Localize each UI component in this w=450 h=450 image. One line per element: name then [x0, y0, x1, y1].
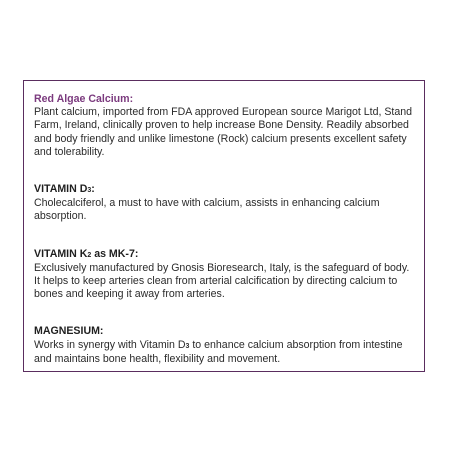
- body-magnesium-suffix: to enhance calcium absorption from intestine and maintains bone health, flexibility and movement.: [34, 338, 403, 365]
- heading-red-algae-calcium: Red Algae Calcium:: [34, 93, 134, 105]
- body-magnesium-prefix: Works in synergy with Vitamin D: [34, 338, 186, 351]
- heading-vitamin-d3-suffix: :: [91, 183, 95, 196]
- body-vitamin-d3: Cholecalciferol, a must to have with calcium, assists in enhancing calcium absorption.: [34, 197, 380, 223]
- body-vitamin-k2: Exclusively manufactured by Gnosis Bioresearch, Italy, is the safeguard of body. It helps to keep arteries clean from arterial calcification by directing calcium to bones and keeping it away from arteries.: [34, 261, 410, 301]
- heading-vitamin-d3-prefix: VITAMIN D: [34, 183, 88, 196]
- heading-vitamin-k2-sub: 2: [87, 251, 92, 259]
- section-red-algae-calcium: [34, 93, 415, 159]
- heading-vitamin-d3-sub: 3: [87, 187, 92, 195]
- heading-vitamin-k2-prefix: VITAMIN K: [34, 247, 88, 260]
- heading-magnesium: MAGNESIUM:: [34, 325, 104, 338]
- body-magnesium-sub: 3: [185, 342, 190, 350]
- section-vitamin-d3: [34, 183, 415, 224]
- info-card: [23, 80, 425, 372]
- section-magnesium: [34, 325, 415, 366]
- heading-vitamin-k2: [34, 248, 415, 262]
- section-vitamin-k2: [34, 248, 415, 302]
- body-magnesium: [34, 339, 415, 366]
- heading-vitamin-k2-suffix: as MK-7:: [91, 247, 139, 260]
- heading-vitamin-d3: [34, 183, 415, 197]
- body-red-algae-calcium: Plant calcium, imported from FDA approved European source Marigot Ltd, Stand Farm, Ireland, clinically proven to help increase Bone Density. Readily absorbed and body friendly and unlike limestone (Rock) calcium presents excellent safety and tolerability.: [34, 106, 413, 158]
